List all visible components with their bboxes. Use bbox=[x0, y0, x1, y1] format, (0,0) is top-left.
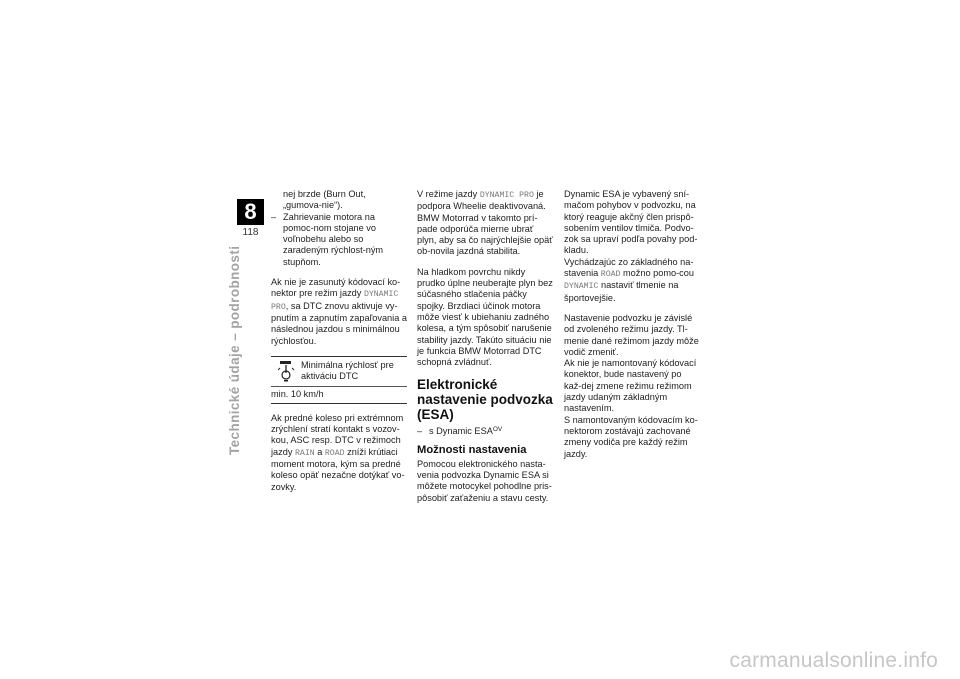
paragraph-front-wheel-lift bbox=[271, 413, 407, 493]
mode-code-road: ROAD bbox=[324, 448, 345, 458]
text-run: a bbox=[314, 446, 325, 457]
dtc-speed-table bbox=[271, 356, 407, 404]
text-column-3 bbox=[564, 189, 700, 469]
text-run: nastaviť tlmenie na športovejšie. bbox=[564, 280, 679, 303]
mode-code-road: ROAD bbox=[600, 270, 621, 280]
paragraph-mode-dependent: Nastavenie podvozku je závislé od zvoleného režimu jazdy. Tl-menie dané režimom jazdy môže vodič zmeniť. bbox=[564, 312, 699, 357]
paragraph-throttle-warning: Na hladkom povrchu nikdy prudko úplne neuberajte plyn bez súčasného stlačenia páčky spojky. Brzdiaci účinok motora môže viesť k ubiehaniu zadného kolesa, a tým spôsobiť narušenie stability jazdy. Takúto situáciu nie je funkcia BMW Motorrad DTC schopná zvládnuť. bbox=[417, 266, 553, 368]
list-item-text: Zahrievanie motora na pomoc-nom stojane vo voľnobehu alebo so zaradeným rýchlost-ným stupňom. bbox=[283, 211, 384, 267]
paragraph-no-connector: Ak nie je namontovaný kódovací konektor, bude nastavený po kaž-dej zmene režimu režimom jazdy udaným základným nastavením. bbox=[564, 358, 697, 414]
mode-code-dynamic: DYNAMIC bbox=[564, 282, 599, 292]
chapter-number-badge: 8 bbox=[237, 199, 264, 225]
paragraph-esa-intro: Pomocou elektronického nasta-venia podvozka Dynamic ESA si môžete motocykel pohodlne pris-pôsobiť zaťaženiu a stavu cesty. bbox=[417, 458, 552, 503]
mode-code-rain: RAIN bbox=[295, 448, 315, 458]
text-run: zníži krútiaci moment motora, kým sa predné koleso opäť nezačne dotýkať vo-zovky. bbox=[271, 446, 405, 492]
paragraph-with-connector: S namontovaným kódovacím ko-nektorom zostávajú zachované zmeny vodiča pre každý režim jazdy. bbox=[564, 414, 698, 459]
watermark: carmanualsonline.info bbox=[729, 649, 938, 672]
text-run: Vychádzajúc zo základného na-stavenia bbox=[564, 256, 694, 279]
table-header-row bbox=[271, 357, 407, 388]
text-run: možno pomo-cou bbox=[620, 268, 694, 279]
paragraph-burnout-continued: nej brzde (Burn Out, „gumova-nie“). bbox=[283, 189, 366, 211]
paragraph-esa-base-setting bbox=[564, 257, 700, 304]
text-run: , sa DTC znovu aktivuje vy-pnutím a zapnutím zapaľovania a následnou jazdou s minimálnou rýchlosťou. bbox=[271, 300, 407, 346]
list-item-warmup bbox=[271, 212, 407, 268]
subheading-options: Možnosti nastavenia bbox=[417, 443, 527, 456]
table-header-text: Minimálna rýchlosť pre aktiváciu DTC bbox=[301, 359, 394, 382]
paragraph-wheelie-deactivated bbox=[417, 189, 555, 258]
section-heading-esa: Elektronické nastavenie podvozka (ESA) bbox=[417, 377, 553, 423]
text-run: Ak nie je zasunutý kódovací ko-nektor pre režim jazdy bbox=[271, 277, 401, 299]
mode-code-dynamic-pro: DYNAMIC PRO bbox=[479, 191, 534, 200]
paragraph-esa-sensor: Dynamic ESA je vybavený sní-mačom pohybov v podvozku, na ktorý reaguje akčný člen prispô-sobením ventilov tlmiča. Podvo-zok sa upraví podľa povahy pod-kladu. bbox=[564, 189, 698, 256]
optional-equipment-superscript: OV bbox=[492, 426, 503, 434]
table-value-row: min. 10 km/h bbox=[271, 389, 324, 400]
esa-equipment-text: s Dynamic ESA bbox=[429, 426, 493, 437]
text-run: V režime jazdy bbox=[417, 189, 480, 199]
dash-marker: – bbox=[417, 426, 423, 437]
page-number: 118 bbox=[242, 227, 259, 238]
paragraph-dtc-reactivation bbox=[271, 277, 407, 347]
esa-equipment-note bbox=[417, 426, 555, 437]
speedometer-warning-icon bbox=[277, 360, 295, 382]
text-column-1 bbox=[271, 189, 407, 502]
text-column-2 bbox=[417, 189, 555, 513]
dash-marker: – bbox=[271, 211, 277, 222]
text-run: Ak predné koleso pri extrémnom zrýchlení stratí kontakt s vozov-kou, ASC resp. DTC v režimoch jazdy bbox=[271, 412, 404, 457]
text-run: je podpora Wheelie deaktivovaná. BMW Motorrad v takomto prí-pade odporúča mierne ubrať plyn, aby sa čo najrýchlejšie opäť ob-novila jazdná stabilita. bbox=[417, 189, 553, 257]
chapter-side-title: Technické údaje – podrobnosti bbox=[227, 245, 242, 455]
mode-code-dynamic-pro: DYNAMIC PRO bbox=[271, 290, 399, 312]
